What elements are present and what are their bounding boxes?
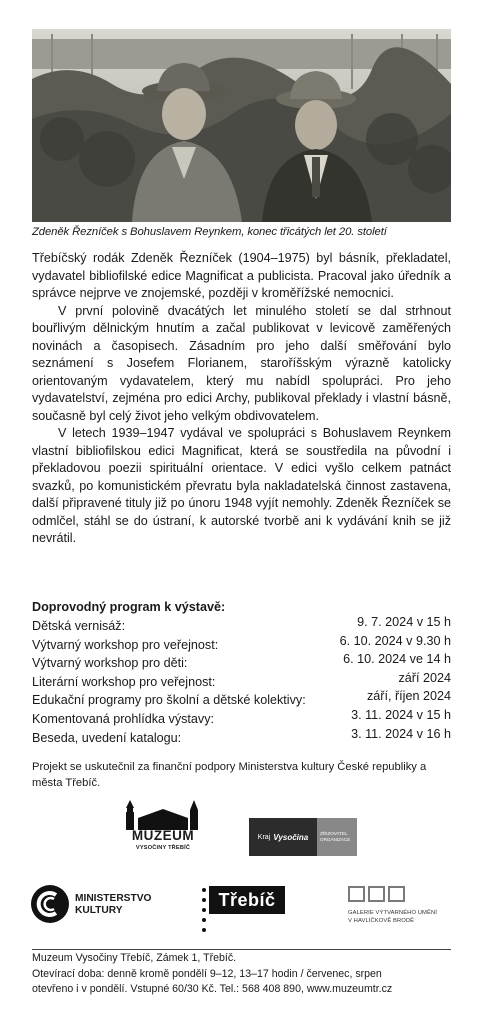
galerie-line: V HAVLÍČKOVĚ BRODĚ: [348, 918, 415, 924]
muzeum-vysociny-logo: [120, 800, 206, 862]
historical-photo: [32, 29, 451, 222]
program-item-label: Beseda, uvedení katalogu:: [32, 730, 182, 745]
biography-text: [32, 250, 451, 548]
castle-icon: [120, 800, 206, 830]
trebic-dots-icon: [202, 888, 206, 934]
program-item-date: 9. 7. 2024 v 15 h: [357, 615, 451, 629]
galerie-line: GALERIE VÝTVARNÉHO UMĚNÍ: [348, 910, 437, 916]
galerie-logo-text: [348, 909, 437, 925]
program-item-date: září 2024: [398, 670, 451, 685]
program-item: [32, 707, 451, 726]
galerie-squares-icon: [348, 886, 405, 902]
program-list: [32, 614, 451, 744]
trebic-logo-name: Třebíč: [209, 886, 285, 914]
museum-logo-name: MUZEUM: [131, 828, 195, 843]
trebic-logo: [201, 886, 285, 934]
photo-caption: Zdeněk Řezníček s Bohuslavem Reynkem, konec třicátých let 20. století: [32, 226, 387, 238]
support-note: Projekt se uskutečnil za finanční podpory Ministerstva kultury České republiky a města Třebíč.: [32, 761, 427, 789]
ministry-logo-text: [75, 893, 151, 917]
photo-illustration: [32, 29, 451, 222]
program-item-date: září, říjen 2024: [366, 689, 451, 704]
program-item-label: Edukační programy pro školní a dětské kolektivy:: [32, 693, 306, 708]
program-item-date: 6. 10. 2024 ve 14 h: [343, 652, 451, 667]
galerie-logo: [348, 886, 458, 930]
kraj-logo-main: [249, 818, 317, 856]
program-item-label: Literární workshop pro veřejnost:: [32, 674, 216, 689]
bio-paragraph: V letech 1939–1947 vydával ve spolupráci s Bohuslavem Reynkem vlastní bibliofilskou edici Magnificat, která se soustředila na původní i překladovou poezii spirituální orientace. V edici vyšlo celkem patnáct svazků, po komunistickém převratu byla nakladatelská činnost zastavena, další připravené tituly již po únoru 1948 vyjít nemohly. Zdeněk Řezníček se odmlčel, stáhl se do ústraní, k autorské tvorbě ani k vydávání knih se již nevrátil.: [32, 426, 451, 545]
footer-contact: otevřeno i v pondělí. Vstupné 60/30 Kč. Tel.: 568 408 890, www.muzeumtr.cz: [32, 983, 393, 995]
kraj-vysocina-logo: [249, 818, 357, 856]
program-item-date: 6. 10. 2024 v 9.30 h: [339, 633, 451, 648]
bio-paragraph: Třebíčský rodák Zdeněk Řezníček (1904–1975) byl básník, překladatel, vydavatel bibliofilské edice Magnificat a publicista. Pracoval jako úředník a správce nejprve ve znojemské, později v kroměřížské nemocnici.: [32, 251, 451, 300]
kraj-logo-word: Kraj: [257, 833, 271, 841]
program-item: [32, 614, 451, 633]
program-item: [32, 651, 451, 670]
footer: [32, 951, 451, 998]
program-title: Doprovodný program k výstavě:: [32, 600, 226, 614]
program-item-label: Komentovaná prohlídka výstavy:: [32, 711, 215, 726]
ministry-line: MINISTERSTVO: [75, 893, 152, 904]
kraj-logo-note: [317, 818, 357, 856]
kraj-logo-name: Vysočina: [273, 832, 309, 842]
program-item: [32, 670, 451, 689]
program-item-date: 3. 11. 2024 v 15 h: [351, 707, 451, 722]
program-item: [32, 633, 451, 652]
footer-hours: Otevírací doba: denně kromě pondělí 9–12, 13–17 hodin / červenec, srpen: [32, 967, 382, 980]
footer-address: Muzeum Vysočiny Třebíč, Zámek 1, Třebíč.: [32, 952, 237, 964]
program-item: [32, 726, 451, 745]
museum-logo-sub: VYSOČINY TŘEBÍČ: [135, 845, 191, 851]
program-item-date: 3. 11. 2024 v 16 h: [351, 726, 451, 741]
bio-paragraph: V první polovině dvacátých let minulého století se dal strhnout bouřlivým dělnickým hnutím a začal publikovat v levicově zaměřených novinách a časopisech. Zásadním pro jeho další směřování bylo seznámení s Josefem Florianem, staroříšským výrazně katolicky orientovaným vydavatelem, který mu nabídl spolupráci. Pro jeho vydavatelství, zejména pro edici Archy, publikoval překlady i vlastní básně, současně byl celý život jeho velkým obdivovatelem.: [32, 303, 451, 423]
ministry-line: KULTURY: [75, 905, 123, 916]
ministry-emblem-icon: [30, 884, 70, 924]
program-item-label: Výtvarný workshop pro veřejnost:: [32, 637, 219, 652]
program-item-label: Dětská vernisáž:: [32, 619, 126, 633]
kraj-note-line: ZŘIZOVATEL: [320, 831, 348, 836]
program-item-label: Výtvarný workshop pro děti:: [32, 656, 188, 671]
kraj-note-line: ORGANIZACE: [320, 837, 351, 842]
ministerstvo-kultury-logo: [30, 884, 160, 926]
footer-divider: [32, 949, 451, 950]
program-item: [32, 688, 451, 707]
